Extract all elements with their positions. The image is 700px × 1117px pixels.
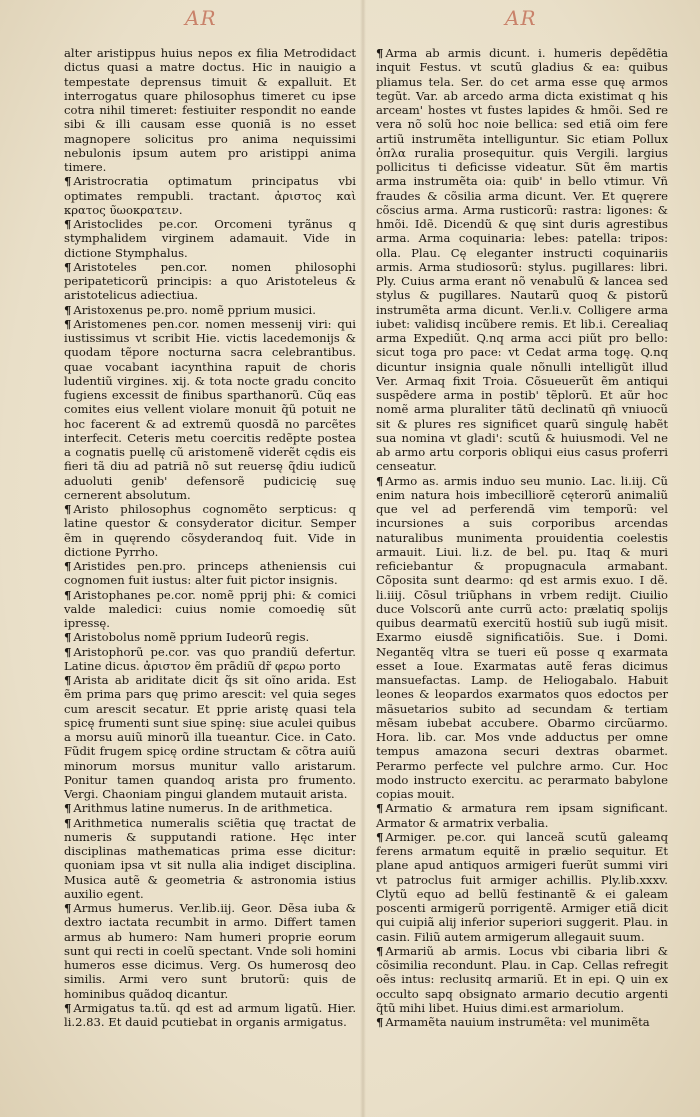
right-text-column [376,46,668,1029]
dictionary-entry: ¶ Aristomenes pen.cor. nomen messenij viri: qui iustissimus vt scribit Hie. victis lacedemonijs & quodam tẽpore nocturna sacra celebrantibus. quae vocabant iacynthina rapuit de choris ludentiũ virgines. xij. & tota nocte gradu concito fugiens excessit de finibus sparthanorũ. Cũq eas comites eius vellent violare monuit q̃ũ potuit ne hoc facerent & ad extremũ quosdã no parcẽtes interfecit. Ceteris metu coercitis redẽpte postea a cognatis puellę cũ aristomenẽ viderẽt cędis eis fieri tã diu ad patriã nõ sut reuersę q̃diu iudicũ aduoluti genib' defensorẽ pudicicię suę cernerent absolutum. [64,317,356,502]
left-header-mark: AR [185,6,217,30]
dictionary-entry: ¶ Aristoxenus pe.pro. nomẽ pprium musici. [64,303,356,317]
dictionary-entry: alter aristippus huius nepos ex filia Metrodidact dictus quasi a matre doctus. Hic in nauigio a tempestate deprensus timuit & expalluit. Et interrogatus quare philosophus timeret cu ipse cotra nihil timeret: festiuiter respondit no eande sibi & illi causam esse quoniã is no esset magnopere solicitus pro anima nequissimi nebulonis ipsum autem pro aristippi anima timere. [64,46,356,174]
dictionary-entry: ¶ Aristrocratia optimatum principatus vbi optimates rempubli. tractant. ἀριστος καὶ κρατος υ̃ωοκρατειν. [64,174,356,217]
dictionary-entry: ¶ Armiger. pe.cor. qui lanceã scutũ galeamq ferens armatum equitẽ in prælio sequitur. Et plane apud antiquos armigeri fuerũt summi viri vt patroclus fuit armiger achillis. Ply.lib.xxxv. Clytũ equo ad bellũ festinantẽ & ei galeam poscenti armigerũ porrigentẽ. Armiger etiã dicit qui cuipiã alij inferior superiori suggerit. Plau. in casin. Filiũ autem armigerum allegauit suum. [376,830,668,944]
dictionary-entry: ¶ Armigatus ta.tũ. qd est ad armum ligatũ. Hier. li.2.83. Et dauid pcutiebat in organis armigatus. [64,1001,356,1030]
dictionary-entry: ¶ Arista ab ariditate dicit q̃s sit oĩno arida. Est ẽm prima pars quę primo arescit: vel quia seges cum arescit secatur. Et pprie aristę quasi tela spicę frumenti sunt siue spinę: siue aculei quibus a morsu auiũ minorũ illa tueantur. Cice. in Cato. Fũdit frugem spicę ordine structam & cõtra auiũ minorum morsus munitur vallo aristarum. Ponitur tamen quandoq arista pro frumento. Vergi. Chaoniam pingui glandem mutauit arista. [64,673,356,801]
dictionary-entry: ¶ Arithmus latine numerus. In de arithmetica. [64,801,356,815]
dictionary-entry: ¶ Arithmetica numeralis sciẽtia quę tractat de numeris & supputandi ratione. Hęc inter disciplinas mathematicas prima esse dicitur: quoniam ipsa vt sit nulla alia indiget disciplina. Musica autẽ & geometria & astronomia istius auxilio egent. [64,816,356,902]
column-gutter [360,0,366,1117]
dictionary-entry: ¶ Armariũ ab armis. Locus vbi cibaria libri & cõsimilia recondunt. Plau. in Cap. Cellas refregit oẽs intus: reclusitq armariũ. Et in epi. Q uin ex occulto sapq obsignato armario decutio argenti q̃tũ mihi libet. Huius dimi.est armariolum. [376,944,668,1015]
left-text-column [64,46,356,1029]
dictionary-entry: ¶ Armatio & armatura rem ipsam significant. Armator & armatrix verbalia. [376,801,668,830]
dictionary-entry: ¶ Armamẽta nauium instrumẽta: vel munimẽta [376,1015,668,1029]
dictionary-entry: ¶ Aristoteles pen.cor. nomen philosophi peripateticorũ principis: a quo Aristoteleus & aristotelicus adiectiua. [64,260,356,303]
dictionary-entry: ¶ Armus humerus. Ver.lib.iij. Geor. Dẽsa iuba & dextro iactata recumbit in armo. Differt tamen armus ab humero: Nam humeri proprie eorum sunt qui recti in coelũ spectant. Vnde soli homini humeros esse dicimus. Verg. Os humerosq deo similis. Armi vero sunt brutorũ: quis de hominibus quãdoq dicantur. [64,901,356,1001]
dictionary-entry: ¶ Aristides pen.pro. princeps atheniensis cui cognomen fuit iustus: alter fuit pictor insignis. [64,559,356,588]
dictionary-entry: ¶ Aristoclides pe.cor. Orcomeni tyrãnus q stymphalidem virginem adamauit. Vide in dictione Stymphalus. [64,217,356,260]
dictionary-entry: ¶ Arma ab armis dicunt. i. humeris depẽdẽtia inquit Festus. vt scutũ gladius & ea: quibus pliamus tela. Ser. do cet arma esse quę armos tegũt. Var. ab arcedo arma dicta existimat q his arceam' hostes vt fustes lapides & hmõi. Sed re vera nõ solũ hoc noie bellica: sed etiã oim fere artiũ instrumẽta intelliguntur. Sic etiam Pollux ὁπλα ruralia prosequitur. quis Vergili. largius pollicitus ti deficisse videatur. Sũt ẽm martis arma instrumẽta oia: quib' in bello vtimur. Vñ fraudes & cõsilia arma dicunt. Ver. Et quęrere cõscius arma. Arma rusticorũ: rastra: ligones: & hmõi. Idẽ. Dicendũ & quę sint duris agrestibus arma. Arma coquinaria: lebes: patella: tripos: olla. Plau. Cę eleganter instructi coquinariis armis. Arma studiosorũ: stylus. pugillares: libri. Ply. Cuius arma erant nõ venabulũ & lancea sed stylus & pugillares. Nautarũ quoq & pistorũ instrumẽta arma dicunt. Ver.li.v. Colligere arma iubet: validisq incũbere remis. Et lib.i. Cerealiaq arma Expediũt. Q.nq arma acci piũt pro bello: sicut toga pro pace: vt Cedat arma togę. Q.nq dicuntur insignia quale nõnulli intelligũt illud Ver. Armaq fixit Troia. Cõsueuerũt ẽm antiqui suspẽdere arma in postib' tẽplorũ. Et aũr hoc nomẽ arma pluraliter tãtũ declinatũ qñ vniuocũ sit & plures res significet quarũ singulę habẽt sua nomina vt gladi': scutũ & huiusmodi. Vel ne ab armo artu corporis obliqui eius casus proferri censeatur. [376,46,668,474]
dictionary-entry: ¶ Armo as. armis induo seu munio. Lac. li.iij. Cũ enim natura hois imbecilliorẽ cęterorũ animaliũ que vel ad perferendã vim temporũ: vel incursiones a suis corporibus arcendas naturalibus munimenta prouidentia coelestis armauit. Liui. li.z. de bel. pu. Itaq & muri reficiebantur & propugnacula armabant. Cõposita sunt dearmo: qd est armis exuo. I dẽ. li.iiij. Cõsul triũphans in vrbem redijt. Ciuilio duce Volscorũ ante currũ acto: prælatiq spolijs quibus dearmatũ exercitũ hostiũ sub iugũ misit. Exarmo eiusdẽ significatiõis. Sue. i Domi. Negantẽq vltra se tueri eũ posse q exarmata esset a Ioue. Exarmatas autẽ feras dicimus mansuefactas. Lamp. de Heliogabalo. Habuit leones & leopardos exarmatos quos edoctos per mãsuetarios subito ad secundam & tertiam mẽsam iubebat accubere. Obarmo circũarmo. Hora. lib. car. Mos vnde adductus per omne tempus amazona securi dextras obarmet. Perarmo perfecte vel pulchre armo. Cur. Hoc modo instructo exercitu. ac perarmato babylone copias mouit. [376,474,668,802]
dictionary-entry: ¶ Aristobolus nomẽ pprium Iudeorũ regis. [64,630,356,644]
dictionary-entry: ¶ Aristo philosophus cognomẽto serpticus: q latine questor & consyderator dicitur. Semper ẽm in quęrendo cõsyderandoq fuit. Vide in dictione Pyrrho. [64,502,356,559]
right-header-mark: AR [505,6,537,30]
dictionary-entry: ¶ Aristophorũ pe.cor. vas quo prandiũ defertur. Latine dicus. ἀριστον ẽm prãdiũ dr̃ φερω porto [64,645,356,674]
dictionary-entry: ¶ Aristophanes pe.cor. nomẽ pprij phi: & comici valde maledici: cuius nomie comoedię sũt ipressę. [64,588,356,631]
